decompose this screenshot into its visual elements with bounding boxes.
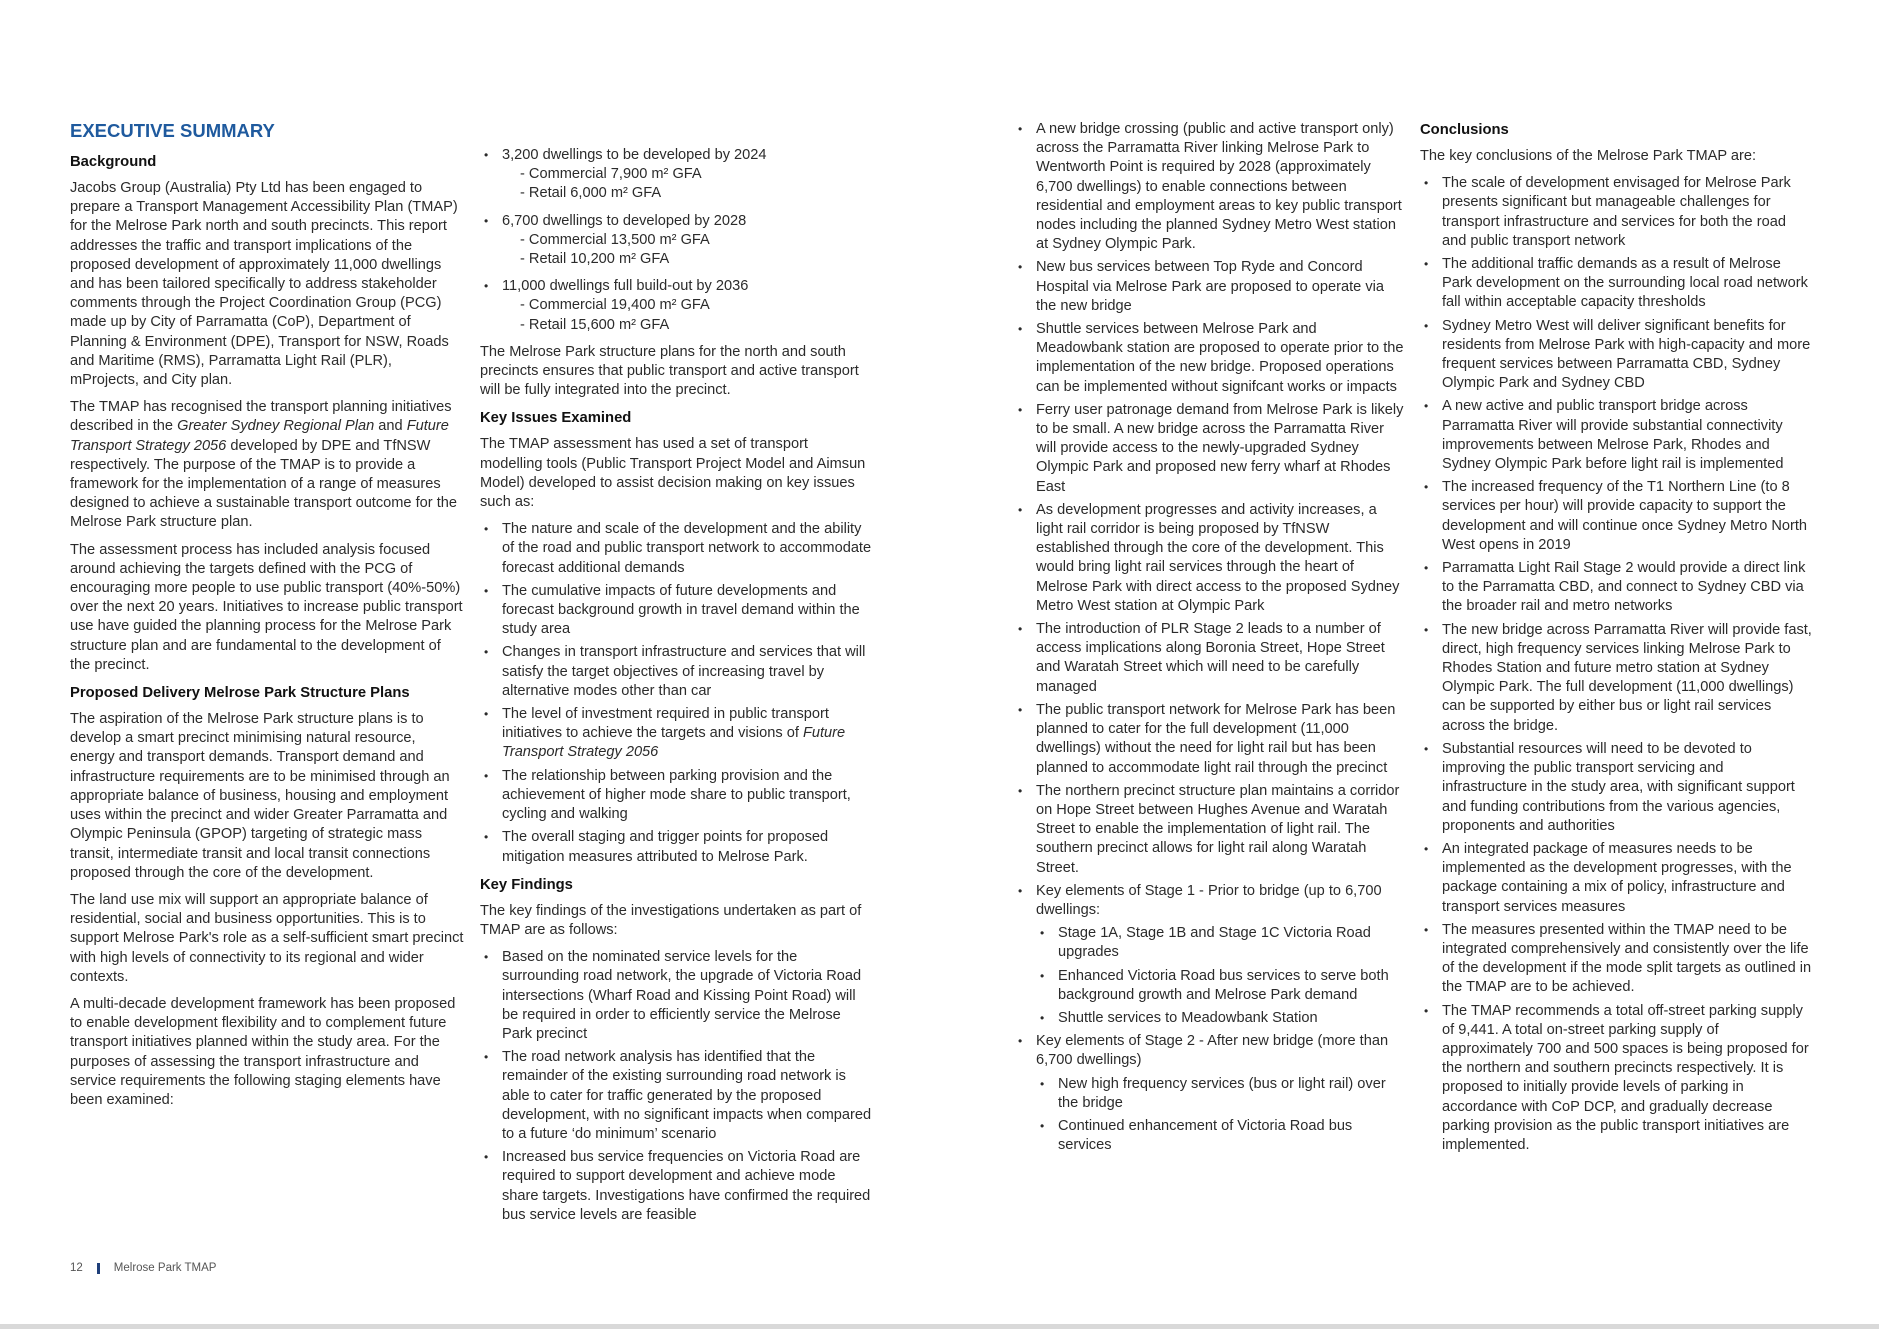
list-item: • The new bridge across Parramatta River will provide fast, direct, high frequency services linking Melrose Park to Rhodes Station and future metro station at Sydney Olympic Park. The full development (11,000 dwellings) can be supported by either bus or light rail services across the bridge. <box>1420 621 1812 736</box>
page-bottom-rule <box>0 1324 1879 1329</box>
list-item: • The introduction of PLR Stage 2 leads to a number of access implications along Boronia Street, Hope Street and Waratah Street which will need to be carefully managed <box>1014 620 1406 697</box>
key-findings-paragraph: The key findings of the investigations undertaken as part of TMAP are as follows: <box>480 902 862 938</box>
list-item: • Parramatta Light Rail Stage 2 would provide a direct link to the Parramatta CBD, and connect to Sydney CBD via the broader rail and metro networks <box>1420 559 1812 617</box>
staging-item: • 11,000 dwellings full build-out by 2036 - Commercial 19,400 m² GFA - Retail 15,600 m² GFA <box>480 277 872 335</box>
key-findings-heading: Key Findings <box>480 876 573 893</box>
list-item: • A new bridge crossing (public and active transport only) across the Parramatta River linking Melrose Park to Wentworth Point is required by 2028 (approximately 6,700 dwellings) to enable connections between residential and employment areas to key public transport nodes including the planned Sydney Metro West station at Sydney Olympic Park. <box>1014 120 1406 254</box>
list-item: • New high frequency services (bus or light rail) over the bridge <box>1036 1075 1406 1113</box>
delivery-paragraph-2: The land use mix will support an appropriate balance of residential, social and business opportunities. This is to support Melrose Park's role as a self-sufficient smart precinct with high levels of connectivity to its regional and wider contexts. <box>70 891 464 985</box>
list-item: • The additional traffic demands as a result of Melrose Park development on the surrounding local road network fall within acceptable capacity thresholds <box>1420 255 1812 313</box>
future-transport-strategy-title: Future Transport Strategy 2056 <box>70 418 449 454</box>
delivery-paragraph-3: A multi-decade development framework has been proposed to enable development flexibility and to complement future transport initiatives planned within the study area. For the purposes of assessing the transport infrastructure and service requirements the following staging elements have been examined: <box>70 995 456 1108</box>
key-issues-heading: Key Issues Examined <box>480 410 632 427</box>
footer-document-title: Melrose Park TMAP <box>113 1262 217 1274</box>
list-item: • The level of investment required in public transport initiatives to achieve the targets and visions of Future Transport Strategy 2056 <box>480 705 872 763</box>
footer-divider-bar <box>97 1263 100 1274</box>
list-item: • Continued enhancement of Victoria Road bus services <box>1036 1117 1406 1155</box>
delivery-paragraph-1: The aspiration of the Melrose Park structure plans is to develop a smart precinct minimising natural resource, energy and transport demands. Transport demand and infrastructure requirements are to be minimised through an appropriate balance of business, housing and employment uses within the precinct and wider Greater Parramatta and Olympic Peninsula (GPOP) targeting of strategic mass transit, intermediate transit and local transit connections proposed through the core of the development. <box>70 711 450 881</box>
column-4 <box>1420 120 1812 1163</box>
key-issues-list <box>480 520 872 866</box>
list-item: • The road network analysis has identified that the remainder of the existing surrounding road network is able to cater for traffic generated by the proposed development, with no significant impacts when compared to a future ‘do minimum’ scenario <box>480 1048 872 1144</box>
list-item: • Changes in transport infrastructure and services that will satisfy the target objectives of increasing travel by alternative modes other than car <box>480 643 872 701</box>
list-item: • The relationship between parking provision and the achievement of higher mode share to public transport, cycling and walking <box>480 767 872 825</box>
page-number: 12 <box>70 1262 83 1274</box>
list-item: • The measures presented within the TMAP need to be integrated comprehensively and consistently over the life of the development if the mode split targets as outlined in the TMAP are to be achieved. <box>1420 921 1812 998</box>
staging-item: • 6,700 dwellings to developed by 2028 - Commercial 13,500 m² GFA - Retail 10,200 m² GFA <box>480 212 872 270</box>
column-1 <box>70 120 464 1118</box>
list-item: • The increased frequency of the T1 Northern Line (to 8 services per hour) will provide capacity to support the development and will continue once Sydney Metro North West opens in 2019 <box>1420 478 1812 555</box>
conclusions-paragraph: The key conclusions of the Melrose Park TMAP are: <box>1420 148 1757 164</box>
greater-sydney-regional-plan-title: Greater Sydney Regional Plan <box>177 418 375 435</box>
list-item: • Ferry user patronage demand from Melrose Park is likely to be small. A new bridge across the Parramatta River will provide access to the newly-upgraded Sydney Olympic Park and proposed new ferry wharf at Rhodes East <box>1014 401 1406 497</box>
column-2 <box>480 146 872 1233</box>
list-item: • Key elements of Stage 2 - After new bridge (more than 6,700 dwellings) • New high frequency services (bus or light rail) over the bridge • Continued enhancement of Victoria Road bus services <box>1014 1032 1406 1155</box>
stage-2-list <box>1036 1075 1406 1156</box>
list-item: • Based on the nominated service levels for the surrounding road network, the upgrade of Victoria Road intersections (Wharf Road and Kissing Point Road) will be required in order to efficiently service the Melrose Park precinct <box>480 948 872 1044</box>
conclusions-list <box>1420 174 1812 1155</box>
list-item: • A new active and public transport bridge across Parramatta River will provide substantial connectivity improvements between Melrose Park, Rhodes and Sydney Olympic Park before light rail is implemented <box>1420 397 1812 474</box>
future-transport-strategy-title: Future Transport Strategy 2056 <box>502 725 846 761</box>
structure-paragraph: The Melrose Park structure plans for the north and south precincts ensures that public transport and active transport will be fully integrated into the precinct. <box>480 343 859 399</box>
findings-continued-list <box>1014 120 1406 1155</box>
list-item: • The TMAP recommends a total off-street parking supply of 9,441. A total on-street parking supply of approximately 700 and 500 spaces is being proposed for the northern and southern precincts respectively. It is proposed to initially provide levels of parking in accordance with CoP DCP, and gradually decrease parking provision as the public transport initiatives are implemented. <box>1420 1002 1812 1156</box>
column-3 <box>1014 120 1406 1163</box>
list-item: • Enhanced Victoria Road bus services to serve both background growth and Melrose Park demand <box>1036 967 1406 1005</box>
page-footer <box>70 1262 216 1274</box>
list-item: • The scale of development envisaged for Melrose Park presents significant but manageable challenges for transport infrastructure and services for both the road and public transport network <box>1420 174 1812 251</box>
key-issues-paragraph: The TMAP assessment has used a set of transport modelling tools (Public Transport Project Model and Aimsun Model) developed to assist decision making on key issues such as: <box>480 436 866 511</box>
key-findings-list <box>480 948 872 1225</box>
list-item: • The northern precinct structure plan maintains a corridor on Hope Street between Hughes Avenue and Waratah Street to enable the implementation of light rail. The southern precinct allows for light rail along Waratah Street. <box>1014 782 1406 878</box>
background-paragraph-3: The assessment process has included analysis focused around achieving the targets defined with the PCG of encouraging more people to use public transport (40%-50%) over the next 20 years. Initiatives to increase public transport use have guided the planning process for the Melrose Park structure plan and are fundamental to the development of the precinct. <box>70 541 463 673</box>
list-item: • Increased bus service frequencies on Victoria Road are required to support development and achieve mode share targets. Investigations have confirmed the required bus service levels are feasible <box>480 1148 872 1225</box>
background-paragraph-2: The TMAP has recognised the transport planning initiatives described in the Greater Sydney Regional Plan and Future Transport Strategy 2056 developed by DPE and TfNSW respectively. The purpose of the TMAP is to provide a framework for the implementation of a range of measures designed to achieve a sustainable transport outcome for the Melrose Park structure plan. <box>70 399 457 531</box>
list-item: • The nature and scale of the development and the ability of the road and public transport network to accommodate forecast additional demands <box>480 520 872 578</box>
list-item: • Stage 1A, Stage 1B and Stage 1C Victoria Road upgrades <box>1036 924 1406 962</box>
list-item: • The overall staging and trigger points for proposed mitigation measures attributed to Melrose Park. <box>480 828 872 866</box>
staging-item: • 3,200 dwellings to be developed by 2024 - Commercial 7,900 m² GFA - Retail 6,000 m² GFA <box>480 146 872 204</box>
background-heading: Background <box>70 154 157 170</box>
conclusions-heading: Conclusions <box>1420 122 1509 138</box>
list-item: • The cumulative impacts of future developments and forecast background growth in travel demand within the study area <box>480 582 872 640</box>
list-item: • Key elements of Stage 1 - Prior to bridge (up to 6,700 dwellings: • Stage 1A, Stage 1B and Stage 1C Victoria Road upgrades • Enhanced Victoria Road bus services to serve both background growth and Melrose Park demand • Shuttle services to Meadowbank Station <box>1014 882 1406 1028</box>
list-item: • An integrated package of measures needs to be implemented as the development progresses, with the package containing a mix of policy, infrastructure and transport services measures <box>1420 840 1812 917</box>
delivery-heading: Proposed Delivery Melrose Park Structure Plans <box>70 685 410 702</box>
staging-list <box>480 146 872 335</box>
list-item: • As development progresses and activity increases, a light rail corridor is being proposed by TfNSW established through the core of the development. This would bring light rail services through the heart of Melrose Park with direct access to the proposed Sydney Metro West station at Olympic Park <box>1014 501 1406 616</box>
list-item: • New bus services between Top Ryde and Concord Hospital via Melrose Park are proposed to operate via the new bridge <box>1014 258 1406 316</box>
background-paragraph-1: Jacobs Group (Australia) Pty Ltd has been engaged to prepare a Transport Management Accessibility Plan (TMAP) for the Melrose Park north and south precincts. This report addresses the traffic and transport implications of the proposed development of approximately 11,000 dwellings and has been tailored specifically to address stakeholder comments through the Project Coordination Group (PCG) made up by City of Parramatta (CoP), Department of Planning & Environment (DPE), Transport for NSW, Roads and Maritime (RMS), Parramatta Light Rail (PLR), mProjects, and City plan. <box>70 180 458 389</box>
list-item: • Substantial resources will need to be devoted to improving the public transport servicing and infrastructure in the study area, with significant support and funding contributions from the various agencies, proponents and authorities <box>1420 740 1812 836</box>
list-item: • Sydney Metro West will deliver significant benefits for residents from Melrose Park with high-capacity and more frequent services between Parramatta CBD, Sydney Olympic Park and Sydney CBD <box>1420 317 1812 394</box>
list-item: • The public transport network for Melrose Park has been planned to cater for the full development (11,000 dwellings) without the need for light rail but has been planned to accommodate light rail through the precinct <box>1014 701 1406 778</box>
stage-1-list <box>1036 924 1406 1028</box>
list-item: • Shuttle services to Meadowbank Station <box>1036 1009 1406 1028</box>
page-title: EXECUTIVE SUMMARY <box>70 120 275 141</box>
list-item: • Shuttle services between Melrose Park and Meadowbank station are proposed to operate prior to the implementation of the new bridge. Proposed operations can be implemented without signifcant works or impacts <box>1014 320 1406 397</box>
